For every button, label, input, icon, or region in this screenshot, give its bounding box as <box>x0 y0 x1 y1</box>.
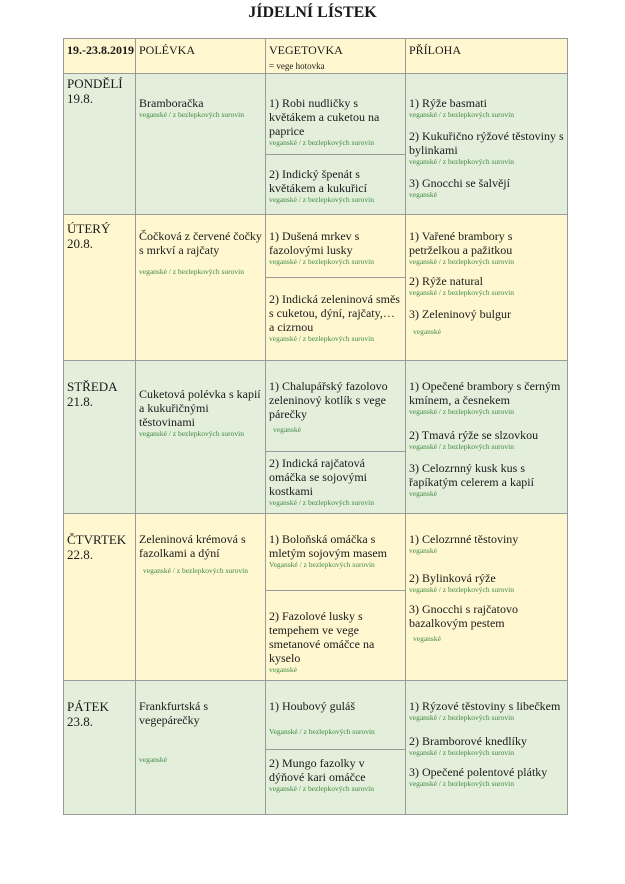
side-dish: 3) Gnocchi se šalvějí veganské <box>409 176 510 199</box>
day-row <box>64 215 568 361</box>
main-dish: 2) Indický špenát s květákem a kukuřicí veganské / z bezlepkových surovin <box>266 154 405 214</box>
main-dish: 2) Mungo fazolky v dýňové kari omáčce veganské / z bezlepkových surovin <box>266 749 405 814</box>
day-row <box>64 74 568 215</box>
soup-note: veganské / z bezlepkových surovin <box>143 566 248 575</box>
soup-text: Bramboračka <box>139 96 204 110</box>
vegetovka-header: VEGETOVKA <box>269 43 343 57</box>
day-name: PONDĚLÍ <box>67 76 123 91</box>
side-dish: 2) Bramborové knedlíky veganské / z bezlepkových surovin <box>409 734 527 757</box>
side-dish: 1) Opečené brambory s černým kmínem, a česnekem veganské / z bezlepkových surovin <box>409 379 561 416</box>
day-row <box>64 514 568 681</box>
main-dish: 1) Chalupářský fazolovo zeleninový kotlík s vege párečky veganské <box>269 379 388 434</box>
soup-note: veganské / z bezlepkových surovin <box>139 429 244 438</box>
day-date: 23.8. <box>67 714 93 729</box>
day-date: 20.8. <box>67 236 93 251</box>
day-name: STŘEDA <box>67 379 118 394</box>
page-title: JÍDELNÍ LÍSTEK <box>248 4 377 21</box>
soup-note: veganské / z bezlepkových surovin <box>139 267 244 276</box>
day-date: 21.8. <box>67 394 93 409</box>
soup-note: veganské / z bezlepkových surovin <box>139 110 244 119</box>
day-name: PÁTEK <box>67 699 109 714</box>
side-dish: 2) Kukuřično rýžové těstoviny s bylinkami veganské / z bezlepkových surovin <box>409 129 564 166</box>
side-dish: 3) Zeleninový bulgur veganské <box>409 307 511 336</box>
soup-header: POLÉVKA <box>139 43 195 57</box>
soup-text: Cuketová polévka s kapií a kukuřičnými těstovinami <box>139 387 261 429</box>
date-range: 19.-23.8.2019 <box>67 43 134 57</box>
day-row <box>64 681 568 815</box>
soup-text: Zeleninová krémová s fazolkami a dýní <box>139 532 246 560</box>
day-date: 22.8. <box>67 547 93 562</box>
side-dish: 2) Rýže natural veganské / z bezlepkových surovin <box>409 274 514 297</box>
main-dish: 1) Dušená mrkev s fazolovými lusky veganské / z bezlepkových surovin <box>269 229 374 266</box>
main-dish: 2) Indická zeleninová směs s cuketou, dýní, rajčaty,… a cizrnou veganské / z bezlepkových surovin <box>266 277 405 360</box>
side-dish: 1) Rýzové těstoviny s libečkem veganské / z bezlepkových surovin <box>409 699 561 722</box>
side-dish: 3) Gnocchi s rajčatovo bazalkovým pestem veganské <box>409 602 518 643</box>
main-dish: 1) Houbový guláš Veganské / z bezlepkových surovin <box>269 699 375 736</box>
side-dish: 1) Vařené brambory s petrželkou a pažitkou veganské / z bezlepkových surovin <box>409 229 514 266</box>
soup-text: Frankfurtská s vegepárečky <box>139 699 208 727</box>
day-name: ÚTERÝ <box>67 221 111 236</box>
day-date: 19.8. <box>67 91 93 106</box>
side-dish: 2) Tmavá rýže se slzovkou veganské / z bezlepkových surovin <box>409 428 539 451</box>
side-dish: 1) Celozrnné těstoviny veganské <box>409 532 519 555</box>
side-dish: 1) Rýže basmati veganské / z bezlepkových surovin <box>409 96 514 119</box>
main-dish: 1) Robi nudličky s květákem a cuketou na paprice veganské / z bezlepkových surovin <box>269 96 380 147</box>
day-row <box>64 361 568 514</box>
menu-table <box>63 38 568 815</box>
side-dish: 3) Opečené polentové plátky veganské / z bezlepkových surovin <box>409 765 548 788</box>
main-dish: 2) Fazolové lusky s tempehem ve vege smetanové omáčce na kyselo veganské <box>266 590 405 680</box>
side-dish: 2) Bylinková rýže veganské / z bezlepkových surovin <box>409 571 514 594</box>
soup-text: Čočková z červené čočky s mrkví a rajčaty <box>139 229 262 257</box>
main-dish: 2) Indická rajčatová omáčka se sojovými kostkami veganské / z bezlepkových surovin <box>266 451 405 513</box>
day-name: ČTVRTEK <box>67 532 127 547</box>
vegetovka-note: = vege hotovka <box>269 61 325 71</box>
main-dish: 1) Boloňská omáčka s mletým sojovým masem Veganské / z bezlepkových surovin <box>269 532 387 569</box>
soup-note: veganské <box>139 755 167 764</box>
side-dish: 3) Celozrnný kusk kus s řapíkatým celerem a kapií veganské <box>409 461 534 498</box>
header-row <box>64 39 568 74</box>
side-header: PŘÍLOHA <box>409 43 462 57</box>
